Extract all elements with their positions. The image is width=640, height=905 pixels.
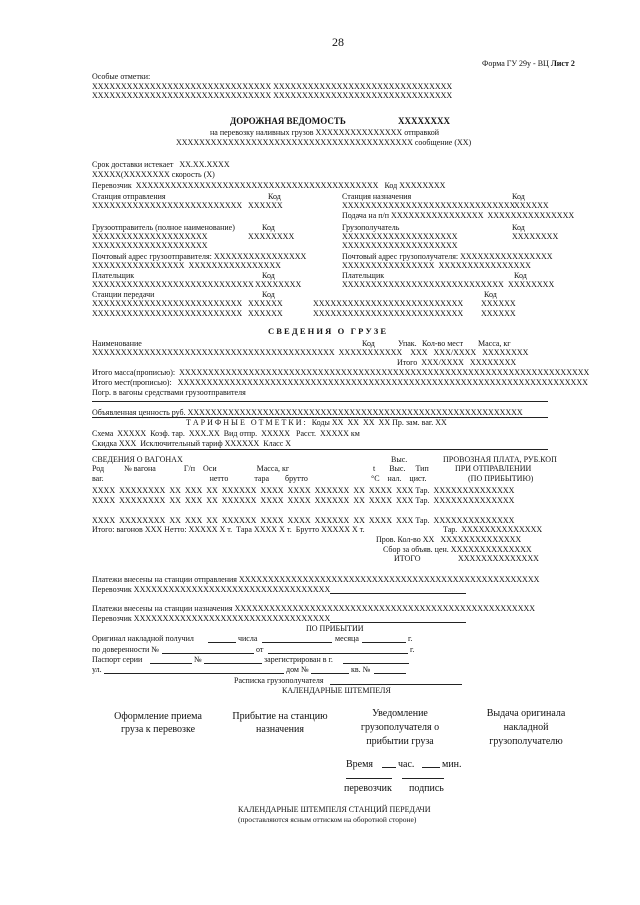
speed: XXXXX(XXXXXXXX скорость (X) (92, 170, 215, 179)
prov-line: Пров. Кол-во XX XXXXXXXXXXXXXX (376, 535, 522, 544)
sheet-label: Лист 2 (550, 59, 575, 68)
mass-in-words: Итого масса(прописью): XXXXXXXXXXXXXXXXXXXXXXXXXXXXXXXXXXXXXXXXXXXXXXXXXXXXXXXXXXXXXXXXXXXXXXX (92, 368, 590, 377)
date-field[interactable] (208, 642, 236, 643)
underline (330, 622, 466, 623)
transfer-stations-label: Станции передачи (92, 290, 155, 299)
special-marks-label: Особые отметки: (92, 72, 151, 81)
departure-station-value: XXXXXXXXXXXXXXXXXXXXXXXXXX (92, 201, 243, 210)
transfer-row: XXXXXXXXXXXXXXXXXXXXXXXXXX (92, 299, 243, 308)
minutes-field[interactable] (422, 767, 440, 768)
divider (92, 449, 548, 450)
shipper-code-value: XXXXXXXX (248, 232, 295, 241)
consignee-payer-value: XXXXXXXXXXXXXXXXXXXXXXXXXXXX (342, 280, 504, 289)
shipper-code-label: Код (262, 223, 275, 232)
waybill-number: XXXXXXXX (398, 116, 450, 126)
payments-departure: Платежи внесены на станции отправления XXXXXXXXXXXXXXXXXXXXXXXXXXXXXXXXXXXXXXXXXXXXXXXXXXXX (92, 575, 540, 584)
cargo-col-mass: Масса, кг (478, 339, 511, 348)
departure-code-label: Код (268, 192, 281, 201)
consignee-label: Грузополучатель (342, 223, 400, 232)
height-label: Выс. (391, 455, 408, 464)
month-label: месяца (335, 634, 359, 643)
carrier-signature-line[interactable] (346, 778, 392, 779)
wagons-heading: СВЕДЕНИЯ О ВАГОНАХ (92, 455, 183, 464)
arrival-heading: ПО ПРИБЫТИИ (306, 624, 364, 633)
cargo-col-name: Наименование (92, 339, 142, 348)
title-sub-1: на перевозку наливных грузов XXXXXXXXXXXXXXX отправкой (210, 128, 439, 137)
month-field[interactable] (362, 642, 406, 643)
original-received: Оригинал накладной получил (92, 634, 194, 643)
transfer-row: XXXXXXXXXXXXXXXXXXXXXXXXXX (92, 309, 243, 318)
flat-label: кв. № (351, 665, 371, 674)
consignee-payer-code: XXXXXXXX (508, 280, 555, 289)
wagons-header-row: t Выс. Тип (373, 464, 429, 473)
shipper-address-value: XXXXXXXXXXXXXXXX XXXXXXXXXXXXXXXX (92, 261, 281, 270)
shipper-payer-code: XXXXXXXX (255, 280, 302, 289)
power-field[interactable] (162, 653, 254, 654)
cargo-col-code: Код (362, 339, 375, 348)
signature-line[interactable] (402, 778, 444, 779)
number-sign: № (194, 655, 202, 664)
shipper-value: XXXXXXXXXXXXXXXXXXXX (92, 232, 208, 241)
page-number: 28 (332, 35, 344, 49)
declared-value: Объявленная ценность руб. XXXXXXXXXXXXXXXXXXXXXXXXXXXXXXXXXXXXXXXXXXXXXXXXXXXXXXXXXX (92, 408, 523, 417)
form-title: ДОРОЖНАЯ ВЕДОМОСТЬ (230, 116, 346, 126)
special-marks-line: XXXXXXXXXXXXXXXXXXXXXXXXXXXXXXX XXXXXXXXXXXXXXXXXXXXXXXXXXXXXXX (92, 91, 453, 100)
payments-departure-carrier: Перевозчик XXXXXXXXXXXXXXXXXXXXXXXXXXXXXXXXXX (92, 585, 331, 594)
hours-field[interactable] (382, 767, 396, 768)
transfer-row: XXXXXX (248, 309, 283, 318)
payments-destination-carrier: Перевозчик XXXXXXXXXXXXXXXXXXXXXXXXXXXXXXXXXX (92, 614, 331, 623)
street-field[interactable] (104, 673, 284, 674)
wagon-row: XXXX XXXXXXXX XX XXX XX XXXXXX XXXX XXXX XXXXXX XX XXXX XXX Тар. XXXXXXXXXXXXXX (92, 496, 515, 505)
consignee-value: XXXXXXXXXXXXXXXXXXXX (342, 241, 458, 250)
transfer-stamps-heading: КАЛЕНДАРНЫЕ ШТЕМПЕЛЯ СТАНЦИЙ ПЕРЕДАЧИ (238, 805, 431, 814)
payments-destination: Платежи внесены на станции назначения XXXXXXXXXXXXXXXXXXXXXXXXXXXXXXXXXXXXXXXXXXXXXXXXXXXX (92, 604, 536, 613)
shipper-value: XXXXXXXXXXXXXXXXXXXX (92, 241, 208, 250)
transfer-code-label: Код (484, 290, 497, 299)
form-code-text: Форма ГУ 29у - ВЦ (482, 59, 549, 68)
departure-station-label: Станция отправления (92, 192, 166, 201)
grand-total-label: ИТОГО (394, 554, 421, 563)
divider (92, 401, 548, 402)
transfer-code-label: Код (262, 290, 275, 299)
passport-label: Паспорт серии (92, 655, 143, 664)
fee-line: Сбор за объяв. цен. XXXXXXXXXXXXXX (383, 545, 532, 554)
consignee-code-value: XXXXXXXX (512, 232, 559, 241)
stamp-notification: Уведомление грузополучателя о прибытии груза (360, 708, 440, 747)
day-label: числа (238, 634, 258, 643)
wagon-row: XXXX XXXXXXXX XX XXX XX XXXXXX XXXX XXXX XXXXXX XX XXXX XXX Тар. XXXXXXXXXXXXXX (92, 486, 515, 495)
house-label: дом № (286, 665, 309, 674)
passport-series-field[interactable] (150, 663, 192, 664)
shipper-payer-value: XXXXXXXXXXXXXXXXXXXXXXXXXXXX (92, 280, 254, 289)
tariff-heading: Т А Р И Ф Н Ы Е О Т М Е Т К И : Коды XX XX XX XX Пр. зам. ваг. XX (186, 418, 447, 427)
signature-label: подпись (409, 783, 444, 794)
form-code (482, 59, 575, 68)
registered-label: зарегистрирован в г. (264, 655, 333, 664)
receipt-label: Расписка грузополучателя (234, 676, 324, 685)
city-field[interactable] (343, 663, 409, 664)
loaded-by: Погр. в вагоны средствами грузоотправителя (92, 388, 246, 397)
cargo-row: XXXXXXXXXXXXXXXXXXXXXXXXXXXXXXXXXXXXXXXXXX XXXXXXXXXXX XXX XXX/XXXX XXXXXXXX (92, 348, 529, 357)
consignee-payer-label: Плательщик (342, 271, 385, 280)
pay-at-arrival: (ПО ПРИБЫТИЮ) (468, 474, 534, 483)
transfer-row: XXXXXX (248, 299, 283, 308)
shipper-address-label: Почтовый адрес грузоотправителя: XXXXXXXXXXXXXXXX (92, 252, 307, 261)
shipper-payer-code-label: Код (262, 271, 275, 280)
departure-code-value: XXXXXX (248, 201, 283, 210)
from-label: от (256, 645, 264, 654)
house-field[interactable] (311, 673, 349, 674)
consignee-address-value: XXXXXXXXXXXXXXXX XXXXXXXXXXXXXXXX (342, 261, 531, 270)
hours-label: час. (398, 759, 415, 770)
grand-total-value: XXXXXXXXXXXXXX (458, 554, 539, 563)
shipper-label: Грузоотправитель (полное наименование) (92, 223, 235, 232)
day-field[interactable] (262, 642, 332, 643)
transfer-row: XXXXXX (481, 299, 516, 308)
tariff-discount: Скидка XXX Исключительный тариф XXXXXX Класс X (92, 439, 292, 448)
wagons-header-row: Род № вагона Г/п Оси Масса, кг (92, 464, 290, 473)
underline (330, 593, 466, 594)
wagon-row: XXXX XXXXXXXX XX XXX XX XXXXXX XXXX XXXX XXXXXX XX XXXX XXX Тар. XXXXXXXXXXXXXX (92, 516, 515, 525)
passport-number-field[interactable] (204, 663, 262, 664)
year-label: г. (410, 645, 415, 654)
power-of-attorney: по доверенности № (92, 645, 159, 654)
pay-heading: ПРОВОЗНАЯ ПЛАТА, РУБ.КОП (443, 455, 557, 464)
cargo-total: Итого XXX/XXXX XXXXXXXX (397, 358, 517, 367)
time-label: Время (346, 759, 374, 770)
consignee-address-label: Почтовый адрес грузополучателя: XXXXXXXXXXXXXXXX (342, 252, 553, 261)
transfer-row: XXXXXXXXXXXXXXXXXXXXXXXXXX (313, 309, 464, 318)
delivery-term: Срок доставки истекает XX.XX.XXXX (92, 160, 230, 169)
from-field[interactable] (268, 653, 408, 654)
stamp-arrival: Прибытие на станцию назначения (232, 711, 328, 735)
stamp-acceptance: Оформление приема груза к перевозке (114, 711, 202, 735)
pay-at-departure: ПРИ ОТПРАВЛЕНИИ (455, 464, 532, 473)
places-in-words: Итого мест(прописью): XXXXXXXXXXXXXXXXXXXXXXXXXXXXXXXXXXXXXXXXXXXXXXXXXXXXXXXXXXXXXXXXXXXXXXX (92, 378, 588, 387)
cargo-heading: С В Е Д Е Н И Я О Г Р У З Е (268, 326, 387, 336)
shipper-payer-label: Плательщик (92, 271, 135, 280)
carrier-label: перевозчик (344, 783, 392, 794)
tariff-scheme: Схема XXXXX Коэф. тар. XXX.XX Вид отпр. XXXXX Расст. XXXXX км (92, 429, 360, 438)
consignee-payer-code-label: Код (514, 271, 527, 280)
stamp-issue: Выдача оригинала накладной грузополучателю (486, 708, 566, 747)
minutes-label: мин. (442, 759, 462, 770)
transfer-row: XXXXXX (481, 309, 516, 318)
destination-code-label: Код (512, 192, 525, 201)
subdivision: Подача на п/п XXXXXXXXXXXXXXXX XXXXXXXXXXXXXXX (342, 211, 575, 220)
flat-field[interactable] (374, 673, 406, 674)
cargo-col-pack: Упак. (398, 339, 417, 348)
title-sub-2: XXXXXXXXXXXXXXXXXXXXXXXXXXXXXXXXXXXXXXXXX сообщение (XX) (176, 138, 472, 147)
transfer-row: XXXXXXXXXXXXXXXXXXXXXXXXXX (313, 299, 464, 308)
signature-field[interactable] (330, 684, 462, 685)
destination-station-value: XXXXXXXXXXXXXXXXXXXXXXXXXXXXXX (342, 201, 516, 210)
year-label: г. (408, 634, 413, 643)
consignee-code-label: Код (512, 223, 525, 232)
cargo-col-places: Кол-во мест (422, 339, 464, 348)
wagons-total: Итого: вагонов XXX Нетто: XXXXX X т. Тара XXXX X т. Брутто XXXXX X т. (92, 525, 365, 534)
transfer-stamps-note: (проставляются ясным оттиском на оборотной стороне) (238, 815, 417, 824)
street-label: ул. (92, 665, 102, 674)
tariff-line: Тар. XXXXXXXXXXXXXX (443, 525, 543, 534)
wagons-header-row: °C нал. цист. (371, 474, 427, 483)
destination-code-value: XXXXXX (514, 201, 549, 210)
stamps-heading: КАЛЕНДАРНЫЕ ШТЕМПЕЛЯ (282, 686, 391, 695)
carrier: Перевозчик XXXXXXXXXXXXXXXXXXXXXXXXXXXXXXXXXXXXXXXXXX Код XXXXXXXX (92, 181, 446, 190)
destination-station-label: Станция назначения (342, 192, 412, 201)
wagons-header-row: ваг. нетто тара брутто (92, 474, 308, 483)
consignee-value: XXXXXXXXXXXXXXXXXXXX (342, 232, 458, 241)
special-marks-line: XXXXXXXXXXXXXXXXXXXXXXXXXXXXXXX XXXXXXXXXXXXXXXXXXXXXXXXXXXXXXX (92, 82, 453, 91)
